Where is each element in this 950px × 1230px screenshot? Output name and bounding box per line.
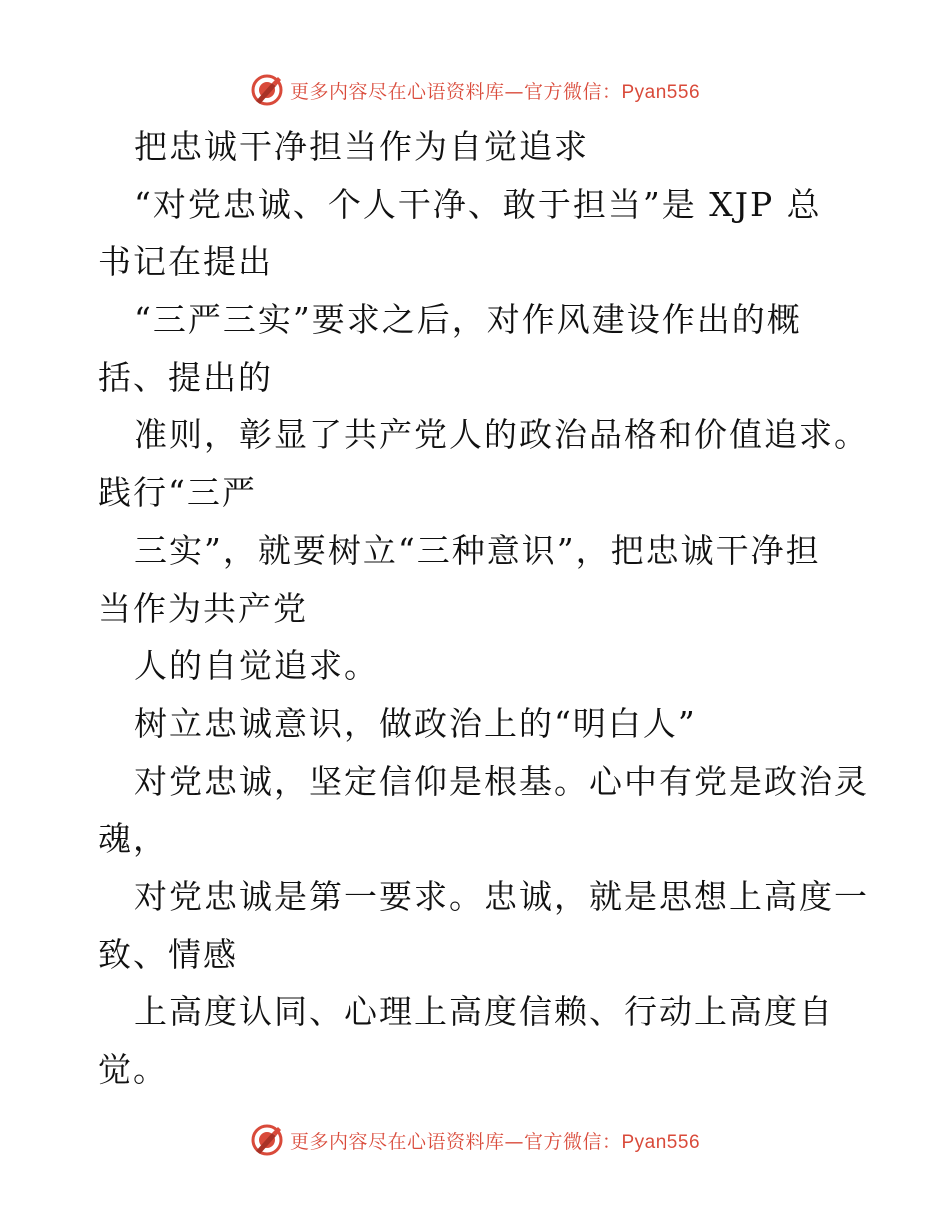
watermark-wechat-id: Pyan556 <box>621 1131 701 1153</box>
watermark-text: 更多内容尽在心语资料库—官方微信：Pyan556 <box>289 1130 701 1153</box>
watermark-wechat-id: Pyan556 <box>621 81 701 103</box>
paragraph-line: 魂， <box>98 819 168 859</box>
paragraph-line: 觉。 <box>98 1050 168 1089</box>
pen-logo-icon <box>250 1123 284 1157</box>
paragraph-line: 当作为共产党 <box>98 588 308 628</box>
paragraph-line: “三严三实”要求之后，对作风建设作出的概 <box>134 300 802 340</box>
section-heading: 树立忠诚意识，做政治上的“明白人” <box>134 703 697 743</box>
paragraph-line: 准则，彰显了共产党人的政治品格和价值追求。 <box>134 415 869 455</box>
paragraph-line: 对党忠诚，坚定信仰是根基。心中有党是政治灵 <box>134 761 869 801</box>
paragraph-line: 书记在提出 <box>98 242 273 282</box>
pen-logo-icon <box>250 73 284 107</box>
paragraph-line: 三实”，就要树立“三种意识”，把忠诚干净担 <box>134 530 821 570</box>
footer-watermark <box>0 1120 950 1160</box>
document-title: 把忠诚干净担当作为自觉追求 <box>134 127 589 166</box>
paragraph-line: 人的自觉追求。 <box>134 646 379 686</box>
paragraph-line: 致、情感 <box>98 934 238 974</box>
document-body <box>98 118 868 1099</box>
header-watermark <box>0 70 950 110</box>
paragraph-line: 对党忠诚是第一要求。忠诚，就是思想上高度一 <box>134 876 869 916</box>
watermark-text: 更多内容尽在心语资料库—官方微信：Pyan556 <box>289 80 701 103</box>
paragraph-line: 践行“三严 <box>98 473 257 513</box>
paragraph-line: 括、提出的 <box>98 357 273 397</box>
paragraph-line: “对党忠诚、个人干净、敢于担当”是 XJP 总 <box>134 184 822 224</box>
paragraph-line: 上高度认同、心理上高度信赖、行动上高度自 <box>134 992 834 1032</box>
